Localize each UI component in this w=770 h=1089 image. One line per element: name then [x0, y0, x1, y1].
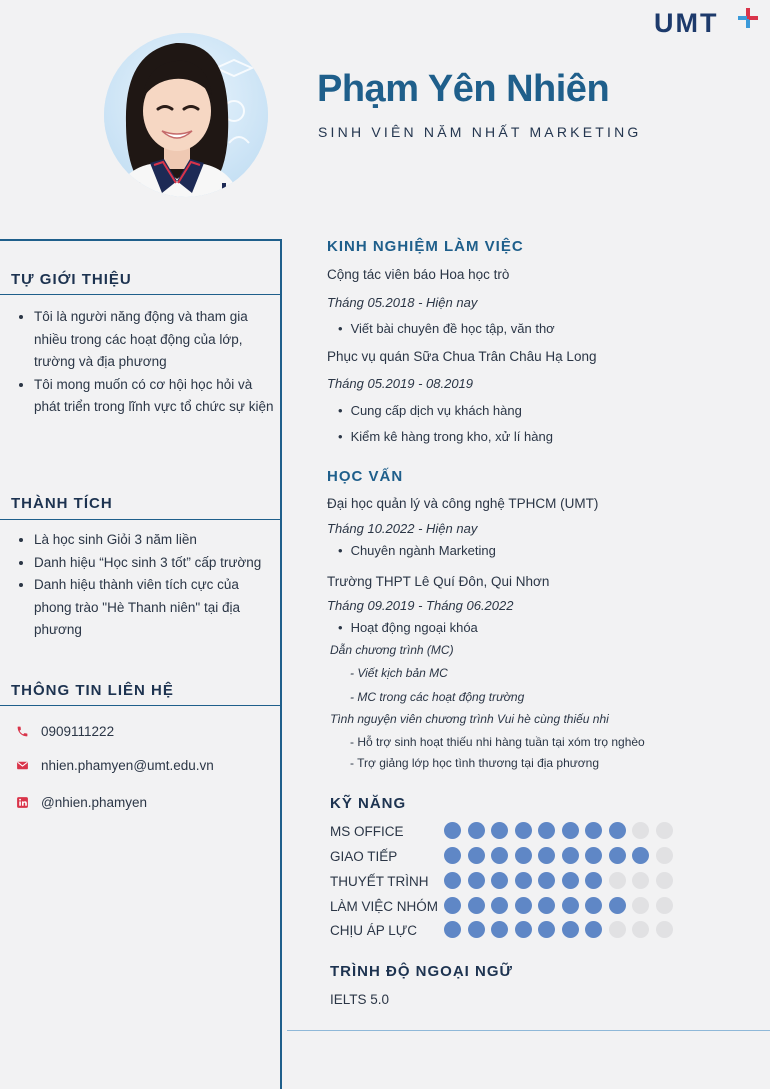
activity-detail: - Hỗ trợ sinh hoạt thiếu nhi hàng tuần tại xóm trọ nghèo: [350, 735, 645, 749]
skill-dot-filled: [562, 872, 579, 889]
skill-dot-filled: [468, 847, 485, 864]
skill-dot-empty: [609, 921, 626, 938]
achievements-divider: [0, 519, 280, 520]
job-bullet: • Viết bài chuyên đề học tập, văn thơ: [338, 321, 555, 336]
skill-dot-filled: [538, 897, 555, 914]
umt-logo: UMT: [654, 8, 719, 38]
contact-heading: THÔNG TIN LIÊN HỆ: [11, 682, 174, 699]
skill-dot-filled: [585, 872, 602, 889]
skill-dot-filled: [468, 872, 485, 889]
achievement-item: • Là học sinh Giỏi 3 năm liền: [34, 529, 274, 552]
skill-dot-filled: [538, 822, 555, 839]
job-role: Cộng tác viên báo Hoa học trò: [327, 267, 510, 282]
skill-dot-filled: [468, 822, 485, 839]
education-heading: HỌC VẤN: [327, 468, 404, 485]
contact-linkedin-text: @nhien.phamyen: [41, 795, 148, 810]
skill-dot-filled: [585, 822, 602, 839]
language-level: IELTS 5.0: [330, 992, 390, 1007]
skill-dot-filled: [515, 822, 532, 839]
job-bullet: • Kiểm kê hàng trong kho, xử lí hàng: [338, 429, 553, 444]
skill-dot-filled: [562, 822, 579, 839]
skill-dot-filled: [515, 897, 532, 914]
contact-email-text: nhien.phamyen@umt.edu.vn: [41, 758, 214, 773]
job-role: Phục vụ quán Sữa Chua Trân Châu Hạ Long: [327, 349, 597, 364]
school-period: Tháng 09.2019 - Tháng 06.2022: [327, 598, 514, 613]
achievement-item: • Danh hiệu “Học sinh 3 tốt” cấp trường: [34, 552, 274, 575]
school-period: Tháng 10.2022 - Hiện nay: [327, 521, 478, 536]
skill-label: GIAO TIẾP: [330, 849, 398, 864]
skill-label: MS OFFICE: [330, 824, 404, 839]
school-bullet: • Chuyên ngành Marketing: [338, 543, 496, 558]
languages-heading: TRÌNH ĐỘ NGOẠI NGỮ: [330, 963, 513, 980]
skill-dot-filled: [538, 921, 555, 938]
intro-heading: TỰ GIỚI THIỆU: [11, 271, 132, 288]
skill-dot-empty: [656, 921, 673, 938]
activity-title: Dẫn chương trình (MC): [330, 643, 454, 657]
skill-label: CHỊU ÁP LỰC: [330, 923, 418, 938]
intro-item: • Tôi mong muốn có cơ hội học hỏi và phát triển trong lĩnh vực tổ chức sự kiện: [34, 374, 274, 419]
skill-rating: [444, 847, 679, 864]
activity-title: Tình nguyện viên chương trình Vui hè cùng thiếu nhi: [330, 712, 609, 726]
skill-dot-filled: [538, 847, 555, 864]
job-period: Tháng 05.2019 - 08.2019: [327, 376, 474, 391]
skill-dot-filled: [609, 897, 626, 914]
activity-detail: - Trợ giảng lớp học tình thương tại địa phương: [350, 756, 600, 770]
skill-dot-filled: [562, 897, 579, 914]
skill-dot-filled: [468, 921, 485, 938]
skill-dot-empty: [656, 897, 673, 914]
skill-dot-filled: [585, 847, 602, 864]
skill-dot-empty: [632, 872, 649, 889]
skill-dot-filled: [444, 897, 461, 914]
phone-icon: [16, 725, 29, 738]
skill-dot-empty: [656, 822, 673, 839]
experience-heading: KINH NGHIỆM LÀM VIỆC: [327, 238, 524, 255]
skill-dot-filled: [491, 872, 508, 889]
profile-photo: [104, 33, 268, 197]
skill-rating: [444, 872, 679, 889]
linkedin-icon: [16, 796, 29, 809]
skill-dot-filled: [609, 847, 626, 864]
contact-phone-text: 0909111222: [41, 724, 115, 739]
skill-dot-empty: [656, 847, 673, 864]
skill-dot-filled: [515, 921, 532, 938]
skill-dot-filled: [515, 847, 532, 864]
candidate-subtitle: SINH VIÊN NĂM NHẤT MARKETING: [318, 124, 642, 140]
skill-dot-filled: [562, 847, 579, 864]
skill-label: THUYẾT TRÌNH: [330, 874, 429, 889]
school-name: Đại học quản lý và công nghệ TPHCM (UMT): [327, 496, 599, 511]
skill-dot-filled: [491, 897, 508, 914]
skill-dot-filled: [444, 921, 461, 938]
email-icon: [16, 759, 29, 772]
intro-divider: [0, 294, 280, 295]
skill-dot-filled: [444, 847, 461, 864]
skill-dot-filled: [468, 897, 485, 914]
skill-dot-empty: [632, 822, 649, 839]
skill-dot-filled: [632, 847, 649, 864]
skill-dot-filled: [444, 822, 461, 839]
achievements-list: [14, 529, 274, 642]
contact-phone[interactable]: [16, 724, 114, 739]
achievements-heading: THÀNH TÍCH: [11, 495, 113, 512]
skill-dot-empty: [632, 897, 649, 914]
job-period: Tháng 05.2018 - Hiện nay: [327, 295, 478, 310]
activity-detail: - MC trong các hoạt động trường: [350, 690, 525, 704]
skill-rating: [444, 921, 679, 938]
school-name: Trường THPT Lê Quí Đôn, Qui Nhơn: [327, 574, 550, 589]
skill-dot-filled: [609, 822, 626, 839]
logo-plus-icon: [736, 6, 760, 30]
contact-linkedin[interactable]: [16, 795, 147, 810]
achievement-item: • Danh hiệu thành viên tích cực của phong trào "Hè Thanh niên" tại địa phương: [34, 574, 274, 642]
contact-email[interactable]: [16, 758, 214, 773]
skill-dot-filled: [491, 847, 508, 864]
skill-dot-filled: [585, 921, 602, 938]
activity-detail: - Viết kịch bản MC: [350, 666, 448, 680]
skill-dot-empty: [609, 872, 626, 889]
candidate-name: Phạm Yên Nhiên: [317, 68, 610, 110]
skill-dot-filled: [562, 921, 579, 938]
intro-item: • Tôi là người năng động và tham gia nhiều trong các hoạt động của lớp, trường và địa phương: [34, 306, 274, 374]
skill-dot-filled: [444, 872, 461, 889]
skill-rating: [444, 822, 679, 839]
school-bullet: • Hoạt động ngoại khóa: [338, 620, 478, 635]
skill-rating: [444, 897, 679, 914]
skill-dot-filled: [491, 822, 508, 839]
skill-dot-empty: [632, 921, 649, 938]
skill-dot-filled: [538, 872, 555, 889]
skill-label: LÀM VIỆC NHÓM: [330, 899, 439, 914]
skill-dot-empty: [656, 872, 673, 889]
bottom-divider: [287, 1030, 770, 1031]
job-bullet: • Cung cấp dịch vụ khách hàng: [338, 403, 522, 418]
contact-divider: [0, 705, 280, 706]
skills-heading: KỸ NĂNG: [330, 795, 407, 812]
skill-dot-filled: [585, 897, 602, 914]
skill-dot-filled: [491, 921, 508, 938]
skill-dot-filled: [515, 872, 532, 889]
intro-list: [14, 306, 274, 419]
